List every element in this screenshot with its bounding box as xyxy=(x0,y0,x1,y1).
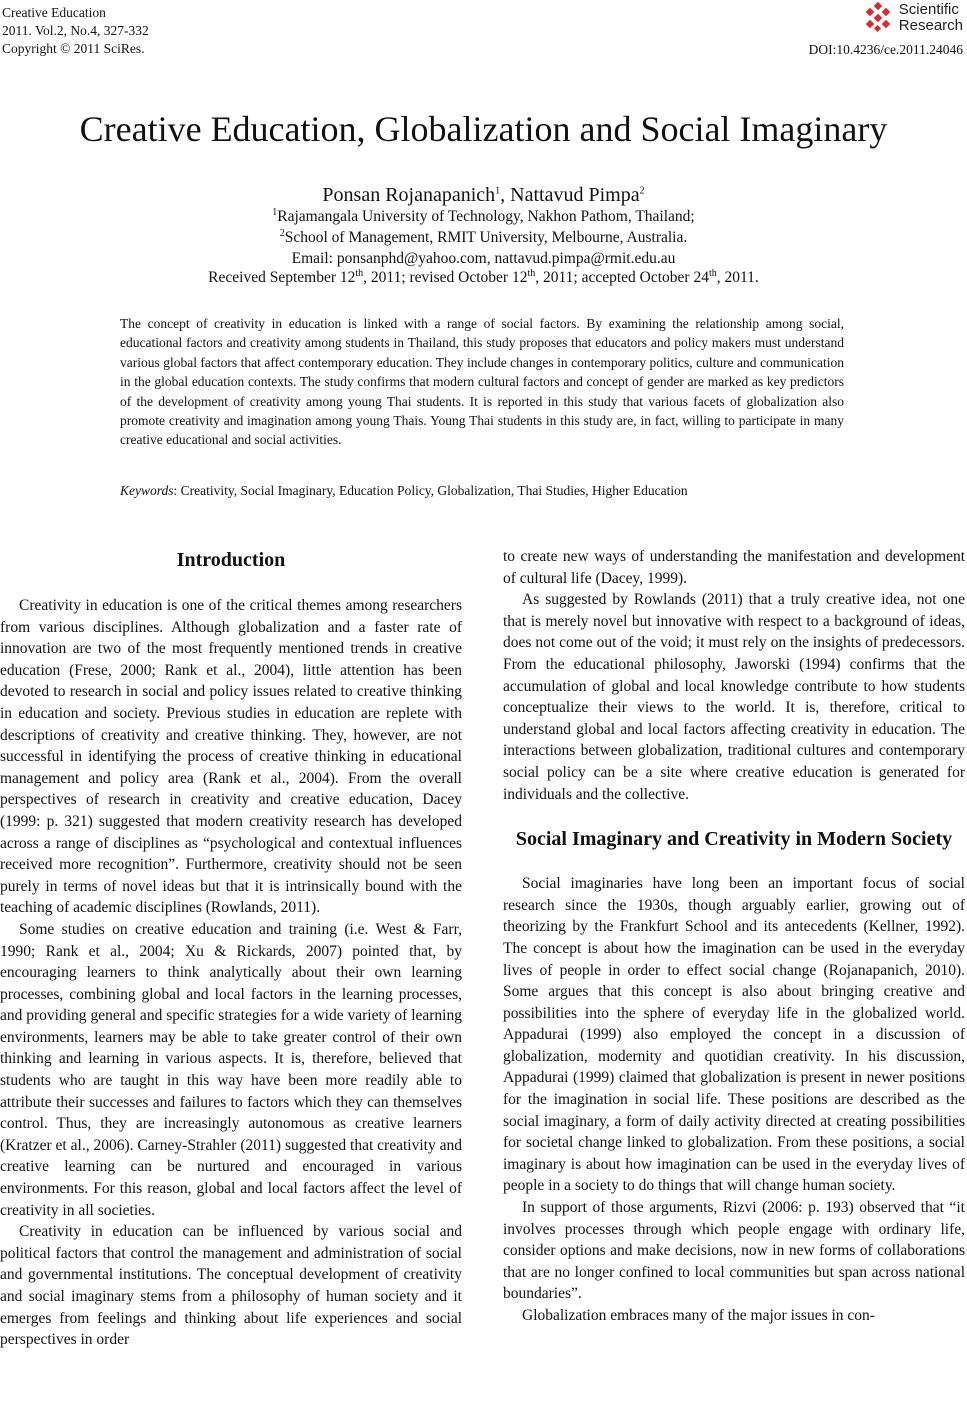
email-line: Email: ponsanphd@yahoo.com, nattavud.pimpa@rmit.edu.au xyxy=(291,250,676,267)
journal-name: Creative Education xyxy=(2,5,106,20)
author-separator: , xyxy=(500,184,511,206)
author-affiliation-mark: 1 xyxy=(495,185,501,197)
affiliation-1 xyxy=(0,207,967,227)
abstract: The concept of creativity in education is linked with a range of social factors. By examining the relationship among social, educational factors and creativity among students in Thailand, this study proposes that educators and policy makers must understand various global factors that affect contemporary education. They include changes in contemporary politics, culture and communication in the global education contexts. The study confirms that modern cultural factors and concept of gender are marked as key predictors of the development of creativity among young Thai students. It is reported in this study that various facets of globalization also promote creativity and imagination among young Thais. Young Thai students in this study are, in fact, willing to participate in many creative educational and social activities. xyxy=(120,316,844,448)
received-dates xyxy=(0,268,967,288)
left-column xyxy=(0,546,462,1351)
affiliation-mark: 1 xyxy=(272,206,278,218)
publisher-logo xyxy=(809,2,963,34)
received-part: Received September 12 xyxy=(208,269,356,286)
keywords-label: Keywords xyxy=(120,483,174,498)
logo-line-1: Scientific xyxy=(898,1,959,18)
publisher-header xyxy=(809,2,963,59)
keywords xyxy=(120,481,844,500)
year-part: , 2011. xyxy=(716,269,759,286)
journal-header xyxy=(2,4,149,58)
logo-line-2: Research xyxy=(898,17,963,34)
ordinal-suffix: th xyxy=(708,267,717,279)
paragraph: Creativity in education is one of the critical themes among researchers from various disciplines. Although globalization and a faster rate of innovation are two of the most frequently mentioned trends in creative education (Frese, 2000; Rank et al., 2004), little attention has been devoted to research in social and policy issues related to creative thinking in education and society. Previous studies in education are replete with descriptions of creativity and creative thinking. They, however, are not successful in identifying the process of creative thinking in educational management and policy area (Rank et al., 2004). From the overall perspectives of research in creativity and creative education, Dacey (1999: p. 321) suggested that modern creativity research has developed across a range of disciplines as “psychological and contextual influences received more recognition”. Furthermore, creativity should not be seen purely in terms of novel ideas but that it is intrinsically bound with the teaching of academic disciplines (Rowlands, 2011). xyxy=(0,597,462,917)
right-column xyxy=(503,546,965,1327)
paragraph: In support of those arguments, Rizvi (2006: p. 193) observed that “it involves processes through which people engage with ordinary life, consider options and make decisions, now in new forms of collaborations that are no longer confined to local communities but span across national boundaries”. xyxy=(503,1199,965,1303)
ordinal-suffix: th xyxy=(355,267,364,279)
journal-volume: 2011. Vol.2, No.4, 327-332 xyxy=(2,23,149,38)
section-heading-introduction: Introduction xyxy=(176,549,286,571)
author-name: Nattavud Pimpa xyxy=(510,184,640,206)
section-heading-social-imaginary: Social Imaginary and Creativity in Modern Society xyxy=(515,828,953,851)
affiliation-text: Rajamangala University of Technology, Nakhon Pathom, Thailand; xyxy=(277,208,695,225)
accepted-part: , 2011; accepted October 24 xyxy=(535,269,709,286)
paragraph: Creativity in education can be influenced by various social and political factors that control the management and administration of social and governmental institutions. The conceptual development of creativity and social imaginary stems from a philosophy of human society and it emerges from feelings and thinking about life experiences and social perspectives in order xyxy=(0,1223,462,1349)
paragraph: Some studies on creative education and training (i.e. West & Farr, 1990; Rank et al., 2004; Xu & Rickards, 2007) pointed that, by encouraging learners to think analytically about their own learning processes, combining global and local factors in the learning processes, and providing general and specific strategies for a wide variety of learning environments, learners may be able to take greater control of their own thinking and learning in various aspects. It is, therefore, believed that students who are taught in this way have been more readily able to attribute their successes and failures to factors which they can themselves control. Thus, they are increasingly autonomous as creative learners (Kratzer et al., 2006). Carney-Strahler (2011) suggested that creativity and creative learning can be nurtured and encouraged in various environments. For this reason, global and local factors affect the level of creativity in all societies. xyxy=(0,920,462,1219)
copyright-notice: Copyright © 2011 SciRes. xyxy=(2,41,145,56)
paragraph: Social imaginaries have long been an important focus of social research since the 1930s, though arguably earlier, growing out of theorizing by the Frankfurt School and its antecedents (Kellner, 1992). The concept is about how the imagination can be used in the everyday lives of people in order to effect social change (Rojanapanich, 2010). Some argues that this concept is also about bringing creative and possibilities into the sphere of everyday life in the globalized world. Appadurai (1999) also employed the concept in a discussion of globalization, modernity and quotidian creativity. In his discussion, Appadurai (1999) claimed that globalization is present in newer positions for the imagination in social life. These positions are described as the social imaginary, a form of daily activity directed at creating possibilities for societal change linked to globalization. From these positions, a social imaginary is about how imagination can be used in the everyday lives of people in a society to do things that will change human society. xyxy=(503,875,965,1195)
paragraph: As suggested by Rowlands (2011) that a truly creative idea, not one that is merely novel but innovative with respect to a background of ideas, does not come out of the void; it must rely on the insights of predecessors. From the educational philosophy, Jaworski (1994) confirms that the accumulation of global and local knowledge contribute to how students conceptualize their views to the world. It is, therefore, critical to understand global and local factors affecting creativity in education. The interactions between globalization, traditional cultures and contemporary social policy can be a site where creative education is generated for individuals and the collective. xyxy=(503,591,965,803)
author-list xyxy=(0,182,967,208)
affiliation-2 xyxy=(0,228,967,248)
affiliation-text: School of Management, RMIT University, Melbourne, Australia. xyxy=(284,229,688,246)
affiliation-mark: 2 xyxy=(279,227,285,239)
doi: DOI:10.4236/ce.2011.24046 xyxy=(808,42,963,57)
paper-title: Creative Education, Globalization and Social Imaginary xyxy=(79,109,888,149)
revised-part: , 2011; revised October 12 xyxy=(363,269,528,286)
scirp-logo-icon xyxy=(863,2,895,32)
author-name: Ponsan Rojanapanich xyxy=(322,184,496,206)
ordinal-suffix: th xyxy=(527,267,536,279)
paragraph: Globalization embraces many of the major issues in con- xyxy=(522,1307,875,1324)
keywords-text: : Creativity, Social Imaginary, Education Policy, Globalization, Thai Studies, Higher Education xyxy=(173,483,688,498)
paragraph-continuation: to create new ways of understanding the manifestation and development of cultural life (Dacey, 1999). xyxy=(503,548,965,587)
author-affiliation-mark: 2 xyxy=(639,185,645,197)
